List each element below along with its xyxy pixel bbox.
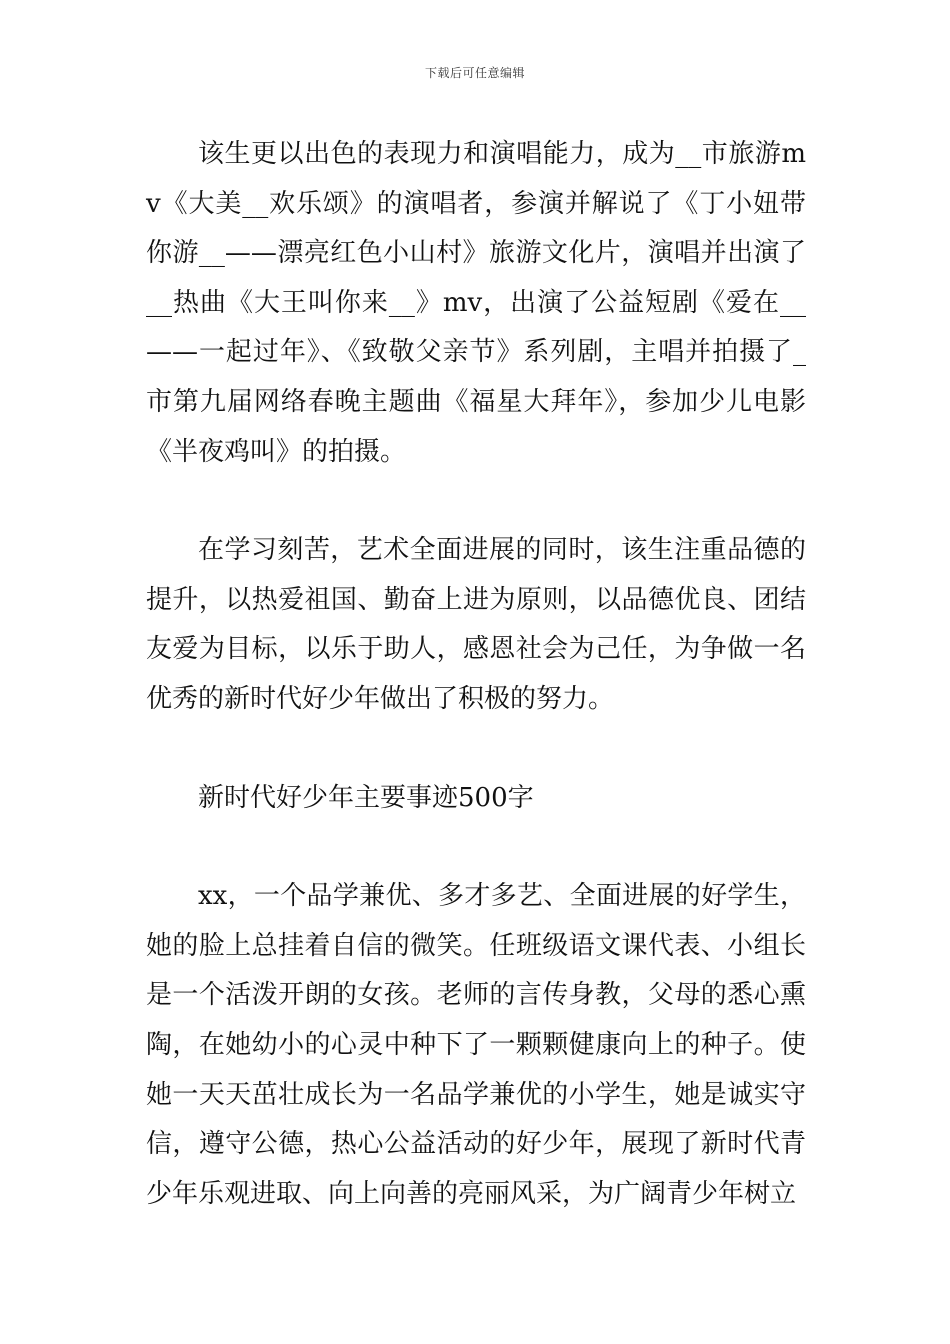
paragraph-performance: 该生更以出色的表现力和演唱能力，成为__市旅游mv《大美__欢乐颂》的演唱者，参演并解说了《丁小妞带你游__——漂亮红色小山村》旅游文化片，演唱并出演了__热曲《大王叫你来__》mv，出演了公益短剧《爱在__——一起过年》、《致敬父亲节》系列剧，主唱并拍摄了_市第九届网络春晚主题曲《福星大拜年》，参加少儿电影《半夜鸡叫》的拍摄。: [146, 139, 806, 467]
paragraph-deeds: xx，一个品学兼优、多才多艺、全面进展的好学生，她的脸上总挂着自信的微笑。任班级语文课代表、小组长是一个活泼开朗的女孩。老师的言传身教，父母的悉心熏陶，在她幼小的心灵中种下了一颗颗健康向上的种子。使她一天天茁壮成长为一名品学兼优的小学生，她是诚实守信，遵守公德，热心公益活动的好少年，展现了新时代青少年乐观进取、向上向善的亮丽风采，为广阔青少年树立: [146, 881, 806, 1209]
paragraph-character: 在学习刻苦，艺术全面进展的同时，该生注重品德的提升，以热爱祖国、勤奋上进为原则，以品德优良、团结友爱为目标，以乐于助人，感恩社会为己任，为争做一名优秀的新时代好少年做出了积极的努力。: [146, 535, 806, 714]
section-heading: 新时代好少年主要事迹500字: [198, 782, 534, 813]
document-body: [146, 130, 806, 1219]
page-header: 下载后可任意编辑: [424, 66, 525, 80]
